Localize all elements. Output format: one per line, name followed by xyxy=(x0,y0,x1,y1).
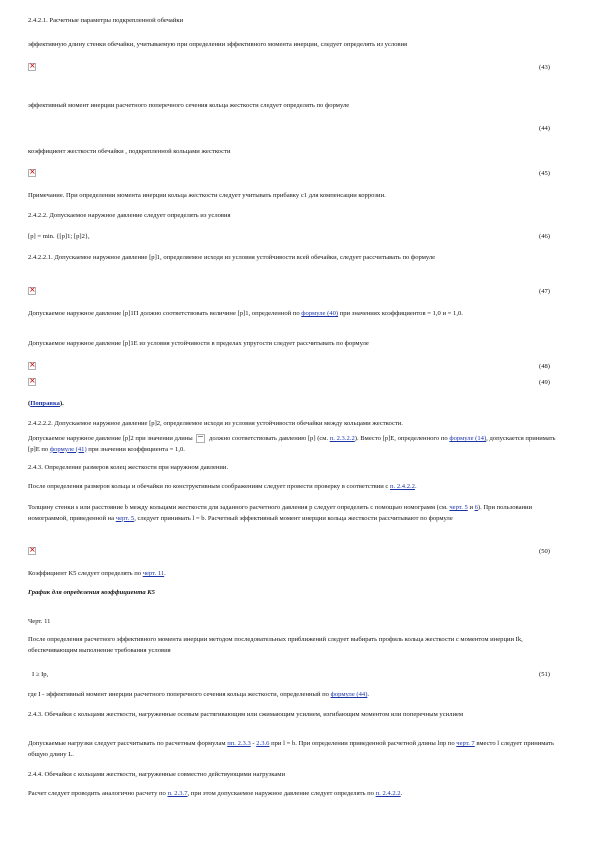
paragraph-stiffness-coefficient: коэффициент жесткости обечайки , подкрепленной кольцами жесткости xyxy=(28,148,231,155)
paragraph-2-4-2-2-1: 2.4.2.2.1. Допускаемое наружное давление [p]1, определяемое исходя из условия устойчивости всей обечайки, следует рассчитывать по формуле xyxy=(28,254,436,261)
equation-number-45: (45) xyxy=(539,170,550,177)
broken-image-icon xyxy=(28,169,36,177)
link-2-3-3[interactable]: пп. 2.3.3 xyxy=(227,740,251,747)
link-formula-14[interactable]: формуле (14) xyxy=(449,435,487,443)
paragraph-where-i: где I - эффективный момент инерции расчетного поперечного сечения кольца жесткости, определенный по формуле (44). xyxy=(28,691,370,698)
broken-image-icon xyxy=(28,362,36,370)
broken-image-icon xyxy=(196,434,205,443)
link-drawing-7[interactable]: черт. 7 xyxy=(456,740,475,747)
link-formula-44[interactable]: формуле (44) xyxy=(330,691,368,698)
paragraph-ring-profile: После определения расчетного эффективного момента инерции методом последовательных приближений следует выбирать профиль кольца жесткости с моментом инерции Ik, обеспечивающим выполнение требования условия xyxy=(28,636,523,654)
section-heading-2-4-2-2: 2.4.2.2. Допускаемое наружное давление следует определять из условия xyxy=(28,212,231,219)
equation-number-51: (51) xyxy=(539,671,550,678)
link-2-4-2-2[interactable]: п. 2.4.2.2 xyxy=(390,483,415,490)
note-paragraph: Примечание. При определении момента инерции кольца жесткости следует учитывать прибавку с1 для компенсации коррозии. xyxy=(28,192,386,199)
section-heading-2-4-2-1: 2.4.2.1. Расчетные параметры подкрепленной обечайки xyxy=(28,17,184,24)
graph-title: График для определения коэффициента K5 xyxy=(28,589,155,596)
paragraph-combined-loads: Расчет следует проводить аналогично расчету по п. 2.3.7, при этом допускаемое наружное давление следует определять по п. 2.4.2.2. xyxy=(28,790,403,797)
link-popravka[interactable]: Поправка xyxy=(30,400,60,407)
paragraph-effective-moment: эффективный момент инерции расчетного поперечного сечения кольца жесткости следует определять по формуле xyxy=(28,102,350,109)
link-formula-40[interactable]: формуле (40) xyxy=(301,310,339,317)
paragraph-allowable-loads: Допускаемые нагрузки следует рассчитывать по расчетным формулам пп. 2.3.3 - 2.3.6 при l = b. При определении приведенной расчетной длины lпр по черт. 7 вместо l следует принимать общую длину L. xyxy=(28,740,555,758)
link-drawing-11[interactable]: черт. 11 xyxy=(142,570,165,577)
paragraph-2-4-2-2-2: 2.4.2.2.2. Допускаемое наружное давление [p]2, определяемое исходя из условия устойчивости обечайки между кольцами жесткости. xyxy=(28,420,403,427)
broken-image-icon xyxy=(28,378,36,386)
paragraph-k5: Коэффициент K5 следует определять по черт. 11. xyxy=(28,570,166,577)
paragraph-allowable-pressure-2: Допускаемое наружное давление [p]2 при значении длины должно соответствовать давлению [p] (см. п. 2.3.2.2). Вместо [p]Е, определенного по формуле (14), допускается принимать [p]Е по формуле (41) при значении коэффициента = 1,0. xyxy=(28,435,556,453)
amendment-line: (Поправка). xyxy=(28,400,64,407)
link-drawing-5[interactable]: черт. 5 xyxy=(449,504,468,511)
section-heading-2-4-3: 2.4.3. Определение размеров колец жесткости при наружном давлении. xyxy=(28,464,229,471)
paragraph-effective-length: эффективную длину стенки обечайки, учитываемую при определении эффективного момента инерции, следует определять из условия xyxy=(28,41,408,48)
paragraph-check: После определения размеров кольца и обечайки по конструктивным соображениям следует провести проверку в соответствии с п. 2.4.2.2. xyxy=(28,483,417,490)
paragraph-nomogram: Толщину стенки s или расстояние b между кольцами жесткости для заданного расчетного давления p следует определять с помощью номограмм (см. черт. 5 и 6). При пользовании номограммой, приведенной на черт. 5, следует принимать l = b. Расчетный эффективный момент инерции кольца жесткости рассчитывают по формуле xyxy=(28,504,533,522)
section-heading-axial: 2.4.3. Обечайки с кольцами жесткости, нагруженные осевым растягивающим или сжимающим усилием, изгибающим моментом или поперечным усилием xyxy=(28,711,464,718)
figure-caption: Черт. 11 xyxy=(28,618,51,625)
broken-image-icon xyxy=(28,287,36,295)
link-2-3-2-2[interactable]: п. 2.3.2.2 xyxy=(329,435,355,443)
link-drawing-6[interactable]: 6 xyxy=(474,504,478,511)
link-2-3-7[interactable]: п. 2.3.7 xyxy=(167,790,188,797)
section-heading-2-4-4: 2.4.4. Обечайки с кольцами жесткости, нагруженные совместно действующими нагрузками xyxy=(28,771,286,778)
formula-46: [p] = min. {[p]1; [p]2}, xyxy=(28,233,90,240)
link-2-3-6[interactable]: 2.3.6 xyxy=(256,740,270,747)
paragraph-plastic-pressure: Допускаемое наружное давление [p]1П должно соответствовать величине [p]1, определенной по формуле (40) при значениях коэффициентов = 1,0 и = 1,0. xyxy=(28,310,463,317)
link-2-4-2-2b[interactable]: п. 2.4.2.2 xyxy=(375,790,401,797)
equation-number-43: (43) xyxy=(539,64,550,71)
formula-51: I ≥ Ip, xyxy=(32,671,49,678)
equation-number-47: (47) xyxy=(539,288,550,295)
link-drawing-5b[interactable]: черт. 5 xyxy=(115,514,135,522)
equation-number-48: (48) xyxy=(539,363,550,370)
equation-number-46: (46) xyxy=(539,233,550,240)
broken-image-icon xyxy=(28,547,36,555)
equation-number-49: (49) xyxy=(539,379,550,386)
link-formula-41[interactable]: формуле (41) xyxy=(49,445,87,453)
paragraph-elastic-pressure: Допускаемое наружное давление [p]1Е из условия устойчивости в пределах упругости следует рассчитывать по формуле xyxy=(28,340,369,347)
equation-number-44: (44) xyxy=(539,125,550,132)
broken-image-icon xyxy=(28,63,36,71)
equation-number-50: (50) xyxy=(539,548,550,555)
